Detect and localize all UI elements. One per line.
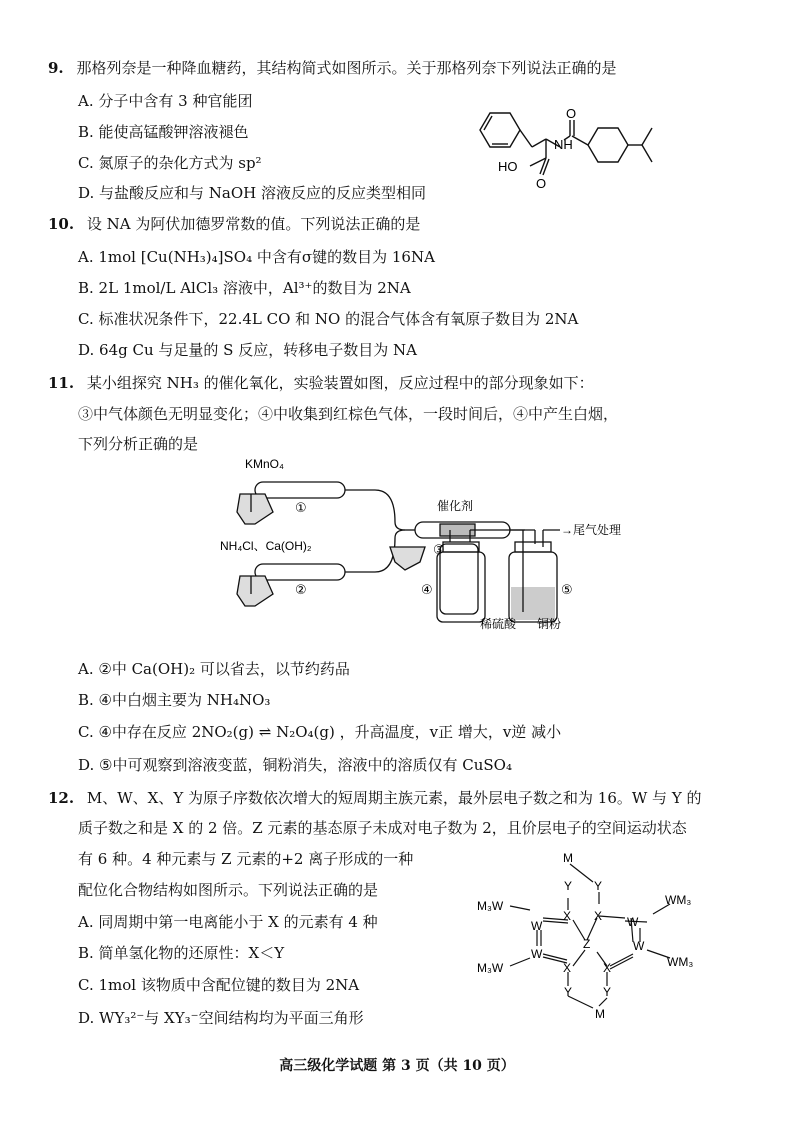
complex-label-m3w-1: M₃W xyxy=(477,899,504,913)
q10-stem-text: 设 NA 为阿伏加德罗常数的值。下列说法正确的是 xyxy=(86,215,421,233)
complex-label-w-1: W xyxy=(531,919,543,933)
complex-label-w-3: W xyxy=(531,947,543,961)
q9-stem xyxy=(48,58,616,78)
complex-label-x-4: X xyxy=(603,961,612,975)
label-circle-1: ① xyxy=(295,500,307,515)
complex-label-y-1: Y xyxy=(564,879,573,893)
q11-option-a: A. ②中 Ca(OH)₂ 可以省去，以节约药品 xyxy=(78,660,350,678)
q12-option-d: D. WY₃²⁻与 XY₃⁻空间结构均为平面三角形 xyxy=(78,1009,364,1027)
q11-stem-line2: ③中气体颜色无明显变化；④中收集到红棕色气体，一段时间后，④中产生白烟， xyxy=(78,405,619,423)
q12-option-b: B. 简单氢化物的还原性：X＜Y xyxy=(78,944,285,962)
q12-stem xyxy=(48,788,702,808)
q12-option-c: C. 1mol 该物质中含配位键的数目为 2NA xyxy=(78,976,360,994)
complex-label-x-3: X xyxy=(563,961,572,975)
q10-stem xyxy=(48,214,420,234)
q9-option-d: D. 与盐酸反应和与 NaOH 溶液反应的反应类型相同 xyxy=(78,184,427,202)
structure-label-o2: O xyxy=(536,176,547,191)
q11-number: 11. xyxy=(48,374,75,392)
q11-option-b: B. ④中白烟主要为 NH₄NO₃ xyxy=(78,691,271,709)
label-dilute-acid: 稀硫酸 xyxy=(480,617,517,631)
complex-label-z: Z xyxy=(583,937,591,951)
q12-stem-text: M、W、X、Y 为原子序数依次增大的短周期主族元素，最外层电子数之和为 16。W 与 Y 的 xyxy=(86,789,702,807)
q11-apparatus-diagram xyxy=(215,452,645,632)
q9-option-b: B. 能使高锰酸钾溶液褪色 xyxy=(78,123,249,141)
label-catalyst: 催化剂 xyxy=(437,499,474,513)
complex-label-x-1: X xyxy=(563,909,572,923)
q12-stem-line2: 质子数之和是 X 的 2 倍。Z 元素的基态原子未成对电子数为 2，且价层电子的空间运动状态 xyxy=(78,819,687,837)
q10-option-c: C. 标准状况条件下，22.4L CO 和 NO 的混合气体含有氧原子数目为 2NA xyxy=(78,310,579,328)
complex-label-w-2: W xyxy=(627,915,639,929)
q9-stem-text: 那格列奈是一种降血糖药，其结构简式如图所示。关于那格列奈下列说法正确的是 xyxy=(76,59,617,77)
q11-option-c: C. ④中存在反应 2NO₂(g) ⇌ N₂O₄(g) ，升高温度，v正 增大，v逆 减小 xyxy=(78,723,562,741)
label-circle-4: ④ xyxy=(421,582,433,597)
complex-label-m3w-2: M₃W xyxy=(477,961,504,975)
q10-number: 10. xyxy=(48,215,75,233)
label-circle-5: ⑤ xyxy=(561,582,573,597)
structure-label-ho: HO xyxy=(498,159,518,174)
q11-stem xyxy=(48,373,594,393)
q11-stem-line3: 下列分析正确的是 xyxy=(78,435,199,453)
q11-option-d: D. ⑤中可观察到溶液变蓝，铜粉消失，溶液中的溶质仅有 CuSO₄ xyxy=(78,756,512,774)
complex-label-m-top: M xyxy=(563,851,573,865)
structure-label-nh: NH xyxy=(554,137,573,152)
complex-label-m-bottom: M xyxy=(595,1007,605,1021)
complex-label-y-4: Y xyxy=(603,985,612,999)
label-nh4cl: NH₄Cl、Ca(OH)₂ xyxy=(220,539,312,553)
structure-label-o: O xyxy=(566,106,577,121)
q9-option-a: A. 分子中含有 3 种官能团 xyxy=(78,92,253,110)
q9-number: 9. xyxy=(48,59,64,77)
q12-complex-diagram xyxy=(475,848,705,1023)
q10-option-d: D. 64g Cu 与足量的 S 反应，转移电子数目为 NA xyxy=(78,341,417,359)
q11-stem-text: 某小组探究 NH₃ 的催化氧化，实验装置如图，反应过程中的部分现象如下： xyxy=(86,374,594,392)
label-tail-gas: →尾气处理 xyxy=(561,523,622,537)
q9-structure-diagram xyxy=(470,92,680,192)
complex-label-x-2: X xyxy=(594,909,603,923)
label-circle-2: ② xyxy=(295,582,307,597)
label-kmno4: KMnO₄ xyxy=(245,457,284,471)
complex-label-y-3: Y xyxy=(564,985,573,999)
q9-option-c: C. 氮原子的杂化方式为 sp² xyxy=(78,154,262,172)
complex-label-wm3-2: WM₃ xyxy=(667,955,694,969)
q12-stem-line4: 配位化合物结构如图所示。下列说法正确的是 xyxy=(78,881,379,899)
complex-label-y-2: Y xyxy=(594,879,603,893)
q12-stem-line3: 有 6 种。4 种元素与 Z 元素的+2 离子形成的一种 xyxy=(78,850,414,868)
q12-option-a: A. 同周期中第一电离能小于 X 的元素有 4 种 xyxy=(78,913,378,931)
q12-number: 12. xyxy=(48,789,75,807)
page-footer: 高三级化学试题 第 3 页（共 10 页） xyxy=(279,1058,515,1074)
q10-option-b: B. 2L 1mol/L AlCl₃ 溶液中，Al³⁺的数目为 2NA xyxy=(78,279,411,297)
complex-label-wm3-1: WM₃ xyxy=(665,893,692,907)
q10-option-a: A. 1mol [Cu(NH₃)₄]SO₄ 中含有σ键的数目为 16NA xyxy=(78,248,435,266)
label-circle-3: ③ xyxy=(433,542,445,557)
label-copper: 铜粉 xyxy=(537,617,562,631)
complex-label-w-4: W xyxy=(633,939,645,953)
